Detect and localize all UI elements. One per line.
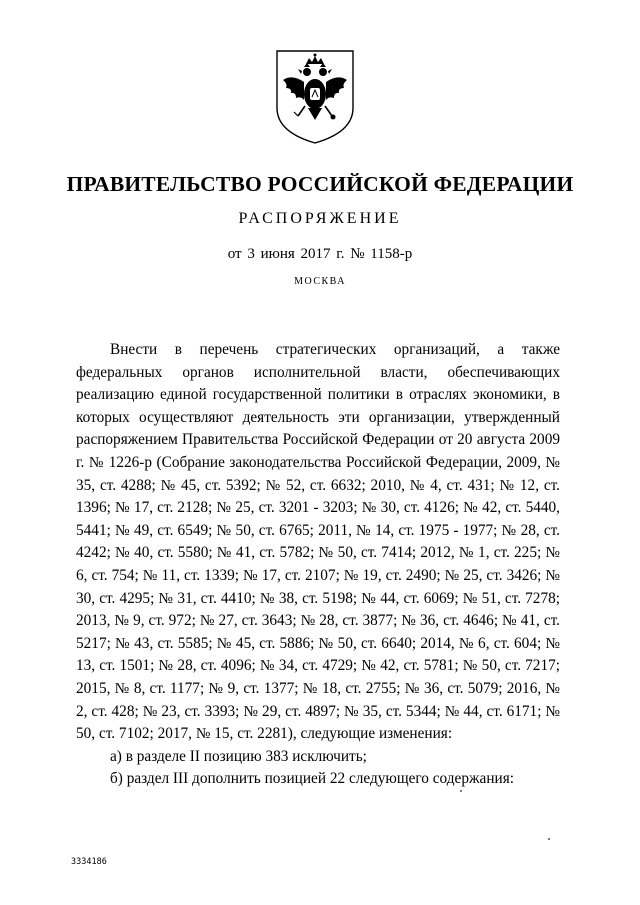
document-id-number: 3334186 (71, 857, 107, 867)
document-city: МОСКВА (294, 276, 346, 287)
document-body (76, 339, 560, 791)
item-a: а) в разделе II позицию 383 исключить; (110, 747, 367, 765)
coat-of-arms-icon (276, 50, 354, 144)
scan-speck (548, 838, 550, 840)
document-type: РАСПОРЯЖЕНИЕ (238, 210, 402, 227)
item-b: б) раздел III дополнить позицией 22 следующего содержания: (110, 770, 514, 788)
scan-speck (460, 790, 462, 792)
document-date-number: от 3 июня 2017 г. № 1158-р (227, 246, 413, 262)
government-title: ПРАВИТЕЛЬСТВО РОССИЙСКОЙ ФЕДЕРАЦИИ (66, 172, 574, 196)
main-paragraph: Внести в перечень стратегических организаций, а также федеральных органов исполнительной власти, обеспечивающих реализацию единой государственной политики в отраслях экономики, в которых осуществляют деятельность эти организации, утвержденный распоряжением Правительства Российской Федерации от 20 августа 2009 г. № 1226-р (Собрание законодательства Российской Федерации, 2009, № 35, ст. 4288; № 45, ст. 5392; № 52, ст. 6632; 2010, № 4, ст. 431; № 12, ст. 1396; № 17, ст. 2128; № 25, ст. 3201 - 3203; № 30, ст. 4126; № 42, ст. 5440, 5441; № 49, ст. 6549; № 50, ст. 6765; 2011, № 14, ст. 1975 - 1977; № 28, ст. 4242; № 40, ст. 5580; № 41, ст. 5782; № 50, ст. 7414; 2012, № 1, ст. 225; № 6, ст. 754; № 11, ст. 1339; № 17, ст. 2107; № 19, ст. 2490; № 25, ст. 3426; № 30, ст. 4295; № 31, ст. 4410; № 38, ст. 5198; № 44, ст. 6069; № 51, ст. 7278; 2013, № 9, ст. 972; № 27, ст. 3643; № 28, ст. 3877; № 36, ст. 4646; № 41, ст. 5217; № 43, ст. 5585; № 45, ст. 5886; № 50, ст. 6640; 2014, № 6, ст. 604; № 13, ст. 1501; № 28, ст. 4096; № 34, ст. 4729; № 42, ст. 5781; № 50, ст. 7217; 2015, № 8, ст. 1177; № 9, ст. 1377; № 18, ст. 2755; № 36, ст. 5079; 2016, № 2, ст. 428; № 23, ст. 3393; № 29, ст. 4897; № 35, ст. 5344; № 44, ст. 6171; № 50, ст. 7102; 2017, № 15, ст. 2281), следующие изменения: (76, 341, 560, 743)
